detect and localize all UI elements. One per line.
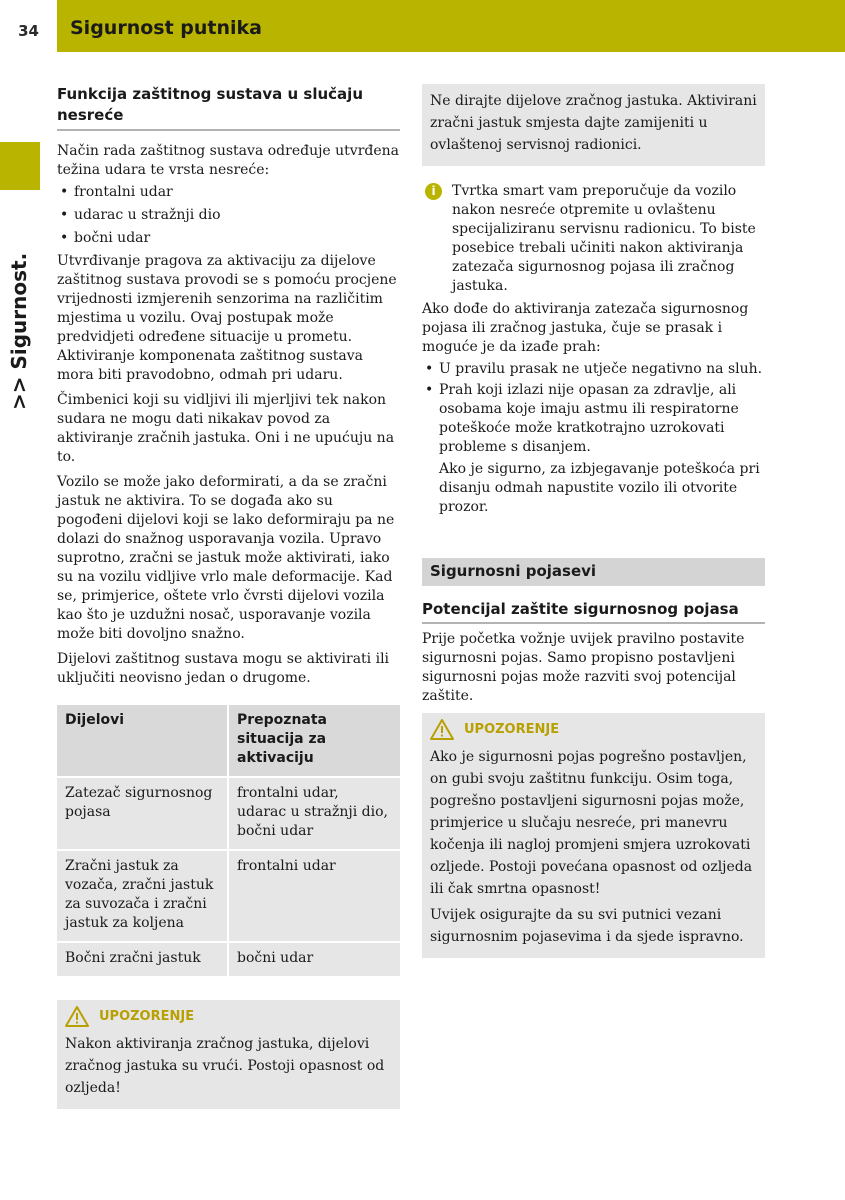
table-row	[57, 942, 400, 977]
list-item: • Prah koji izlazi nije opasan za zdravlje, ali osobama koje imaju astmu ili respiratorne poteškoće može kratkotrajno uzrokovati probleme s disanjem.	[422, 381, 765, 457]
list-item: • bočni udar	[57, 229, 400, 248]
list-item: • udarac u stražnji dio	[57, 206, 400, 225]
info-icon: i	[425, 183, 442, 200]
subsection-heading: Potencijal zaštite sigurnosnog pojasa	[422, 600, 765, 624]
warning-header	[430, 719, 757, 740]
paragraph: Prije početka vožnje uvijek pravilno postavite sigurnosni pojas. Samo propisno postavljeni sigurnosni pojas može razviti svoj potencijal zaštite.	[422, 631, 745, 704]
table-cell: frontalni udar, udarac u stražnji dio, bočni udar	[228, 777, 400, 850]
table-row	[57, 850, 400, 942]
notice-box	[422, 84, 765, 166]
section-band: Sigurnosni pojasevi	[422, 558, 765, 586]
warning-title: UPOZORENJE	[99, 1009, 195, 1024]
table-cell: Zatezač sigurnosnog pojasa	[57, 777, 228, 850]
info-text: Tvrtka smart vam preporučuje da vozilo nakon nesreće otpremite u ovlaštenu specijaliziranu servisnu radionicu. To biste posebice trebali učiniti nakon aktiviranja zatezača sigurnosnog pojasa ili zračnog jastuka.	[452, 183, 756, 294]
warning-text: Ako je sigurnosni pojas pogrešno postavljen, on gubi svoju zaštitnu funkciju. Osim toga, pogrešno postavljeni sigurnosni pojas može, primjerice u slučaju nesreće, pri manevru kočenja ili naglој promjeni smjera uzrokovati ozljede. Postoji povećana opasnost od ozljeda ili čak smrtna opasnost!	[430, 749, 753, 897]
notice-text: Ne dirajte dijelove zračnog jastuka. Aktivirani zračni jastuk smjesta dajte zamijeniti u ovlaštenoj servisnoj radionici.	[430, 93, 757, 153]
warning-triangle-icon	[65, 1006, 89, 1027]
table-cell: frontalni udar	[228, 850, 400, 942]
side-tab-marker	[0, 142, 40, 190]
effects-list	[422, 360, 765, 457]
paragraph: Utvrđivanje pragova za aktivaciju za dijelove zaštitnog sustava provodi se s pomoću procjene vrijednosti izmjerenih senzorima na različitim mjestima u vozilu. Ovaj postupak može predvidjeti određene situacije u prometu. Aktiviranje komponenata zaštitnog sustava mora biti pravodobno, odmah pri udaru.	[57, 253, 397, 383]
page-title: Sigurnost putnika	[70, 17, 262, 39]
left-column	[57, 84, 400, 1109]
section-heading: Funkcija zaštitnog sustava u slučaju nesreće	[57, 84, 400, 131]
warning-header	[65, 1006, 392, 1027]
table-row	[57, 777, 400, 850]
paragraph: Ako dođe do aktiviranja zatezača sigurnosnog pojasa ili zračnog jastuka, čuje se prasak i moguće je da izađe prah:	[422, 301, 749, 355]
list-item: • frontalni udar	[57, 183, 400, 202]
follow-up-paragraph: Ako je sigurno, za izbjegavanje poteškoća pri disanju odmah napustite vozilo ili otvorite prozor.	[439, 461, 760, 515]
page-number: 34	[0, 0, 57, 52]
side-tab-label: >> Sigurnost.	[7, 252, 31, 410]
warning-box	[57, 1000, 400, 1109]
impact-list	[57, 183, 400, 248]
paragraph: Vozilo se može jako deformirati, a da se zračni jastuk ne aktivira. To se događa ako su pogođeni dijelovi koji se lako deformiraju pa ne dolazi do snažnog usporavanja vozila. Upravo suprotno, zračni se jastuk može aktivirati, iako su na vozilu vidljive vrlo male deformacije. Kad se, primjerice, oštete vrlo čvrsti dijelovi vozila kao što je uzdužni nosač, usporavanje vozila može biti dovoljno snažno.	[57, 474, 395, 642]
column-header: Prepoznata situacija za aktivaciju	[228, 705, 400, 777]
activation-table	[57, 705, 400, 978]
table-cell: Bočni zračni jastuk	[57, 942, 228, 977]
paragraph: Dijelovi zaštitnog sustava mogu se aktivirati ili uključiti neovisno jedan o drugome.	[57, 651, 390, 686]
warning-text: Nakon aktiviranja zračnog jastuka, dijelovi zračnog jastuka su vrući. Postoji opasnost od ozljeda!	[65, 1036, 385, 1096]
warning-title: UPOZORENJE	[464, 722, 560, 737]
paragraph: Čimbenici koji su vidljivi ili mjerljivi tek nakon sudara ne mogu dati nikakav povod za aktiviranje zračnih jastuka. Oni i ne upućuju na to.	[57, 392, 395, 465]
intro-paragraph: Način rada zaštitnog sustava određuje utvrđena težina udara te vrsta nesreće:	[57, 143, 400, 178]
side-tab	[4, 210, 34, 410]
table-cell: Zračni jastuk za vozača, zračni jastuk za suvozača i zračni jastuk za koljena	[57, 850, 228, 942]
table-header-row	[57, 705, 400, 777]
warning-box	[422, 713, 765, 958]
right-column	[422, 84, 765, 958]
warning-text: Uvijek osigurajte da su svi putnici vezani sigurnosnim pojasevima i da sjede ispravno.	[430, 907, 744, 945]
info-note	[422, 182, 765, 296]
column-header: Dijelovi	[57, 705, 228, 777]
table-cell: bočni udar	[228, 942, 400, 977]
list-item: • U pravilu prasak ne utječe negativno na sluh.	[422, 360, 765, 379]
warning-triangle-icon	[430, 719, 454, 740]
